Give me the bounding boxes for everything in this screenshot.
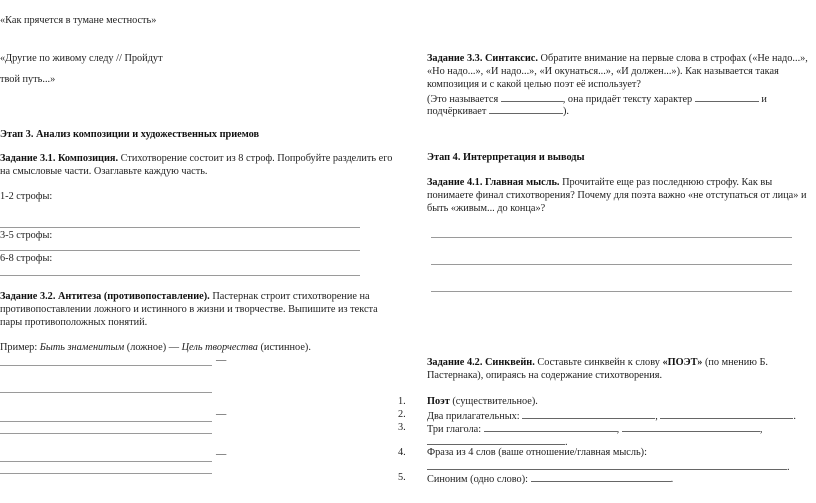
blank[interactable] (427, 459, 787, 470)
answer-line[interactable] (0, 421, 212, 422)
item-text: (существительное). (452, 396, 538, 407)
task-3-2 (0, 290, 395, 329)
quote-1: «Как прячется в тумане местность» (0, 15, 157, 26)
answer-line[interactable] (0, 275, 360, 276)
fill-text: и (761, 94, 767, 105)
task-4-1 (427, 176, 812, 215)
example-false-note: (ложное) — (126, 342, 179, 353)
quote-2-line-1: «Другие по живому следу // Пройдут (0, 53, 163, 64)
task-3-3-text: Обратите внимание на первые слова в строфах («Не надо...», «Но надо...», «И надо...», «И окунаться...», «И должен...»). Как называется такая композиция и с какой целью поэт её использует? (427, 53, 808, 90)
item-bold: Поэт (427, 396, 450, 407)
answer-line[interactable] (0, 392, 212, 393)
blank[interactable] (501, 91, 563, 102)
item-text: Три глагола: (427, 424, 482, 435)
blank[interactable] (660, 408, 793, 419)
task-4-2-word: «ПОЭТ» (662, 357, 703, 368)
fill-text: (Это называется (427, 94, 499, 105)
example-true: Цель творчества (181, 342, 258, 353)
answer-line[interactable] (431, 237, 792, 238)
answer-line[interactable] (431, 291, 792, 292)
answer-line[interactable] (0, 365, 212, 366)
example-true-note: (истинное). (260, 342, 311, 353)
stage-4-title: Этап 4. Интерпретация и выводы (427, 152, 585, 163)
comma: , (616, 424, 620, 435)
task-3-2-text: Пастернак строит стихотворение на противопоставлении ложного и истинного в жизни и творчестве. Выпишите из текста пары противоположных понятий. (0, 291, 378, 328)
comma: , (655, 411, 658, 422)
task-3-1-text: Стихотворение состоит из 8 строф. Попробуйте разделить его на смысловые части. Озаглавьте каждую часть. (0, 153, 393, 177)
task-3-3-fill-line-2 (427, 103, 569, 118)
example-false: Быть знаменитым (39, 342, 125, 353)
answer-line[interactable] (0, 473, 212, 474)
answer-line[interactable] (0, 461, 212, 462)
list-item (427, 471, 673, 486)
period: . (787, 462, 790, 473)
blank[interactable] (522, 408, 655, 419)
strophe-1-2-label: 1-2 строфы: (0, 191, 53, 202)
task-4-2-title: Задание 4.2. Синквейн. (427, 357, 535, 368)
blank[interactable] (427, 434, 565, 445)
period: . (565, 437, 568, 448)
stage-3-title: Этап 3. Анализ композиции и художественных приемов (0, 129, 260, 140)
task-3-3 (427, 52, 809, 91)
list-number: 2. (398, 409, 406, 420)
task-3-2-title: Задание 3.2. Антитеза (противопоставление). (0, 291, 210, 302)
list-item: Фраза из 4 слов (ваше отношение/главная мысль): (427, 447, 647, 458)
task-3-3-title: Задание 3.3. Синтаксис. (427, 53, 538, 64)
task-3-1-title: Задание 3.1. Композиция. (0, 153, 119, 164)
answer-line[interactable] (0, 250, 360, 251)
blank[interactable] (489, 103, 563, 114)
dash: — (216, 409, 227, 420)
task-4-2-text: Составьте синквейн к слову (537, 357, 660, 368)
answer-line[interactable] (0, 433, 212, 434)
list-number: 3. (398, 422, 406, 433)
list-number: 4. (398, 447, 406, 458)
answer-line[interactable] (431, 264, 792, 265)
strophe-6-8-label: 6-8 строфы: (0, 253, 53, 264)
quote-2-line-2: твой путь...» (0, 74, 56, 85)
comma: , (759, 424, 763, 435)
list-number: 5. (398, 472, 406, 483)
blank[interactable] (622, 421, 760, 432)
list-number: 1. (398, 396, 406, 407)
stage-3-heading (0, 128, 259, 141)
blank[interactable] (695, 91, 759, 102)
example-label: Пример: (0, 342, 38, 353)
task-4-2 (427, 356, 792, 382)
fill-text: подчёркивает (427, 106, 487, 117)
blank[interactable] (531, 471, 671, 482)
item-text: Синоним (одно слово): (427, 474, 528, 485)
answer-line[interactable] (0, 227, 360, 228)
list-item (427, 395, 538, 408)
fill-text: ). (562, 106, 569, 117)
stage-4-heading (427, 151, 585, 164)
task-4-1-title: Задание 4.1. Главная мысль. (427, 177, 560, 188)
example (0, 341, 311, 354)
item-text: Два прилагательных: (427, 411, 520, 422)
period: . (670, 474, 674, 485)
task-4-1-text: Прочитайте еще раз последнюю строфу. Как вы понимаете финал стихотворения? Почему для поэта важно «не отступаться от лица» и быть «живым... до конца»? (427, 177, 807, 214)
task-3-1 (0, 152, 395, 178)
dash: — (216, 355, 227, 366)
task-4-2-text: (по мнению Б. Пастернака), опираясь на содержание стихотворения. (427, 357, 768, 381)
dash: — (216, 449, 227, 460)
strophe-3-5-label: 3-5 строфы: (0, 230, 53, 241)
period: . (793, 411, 796, 422)
blank[interactable] (484, 421, 617, 432)
fill-text: , она придаёт тексту характер (562, 94, 693, 105)
